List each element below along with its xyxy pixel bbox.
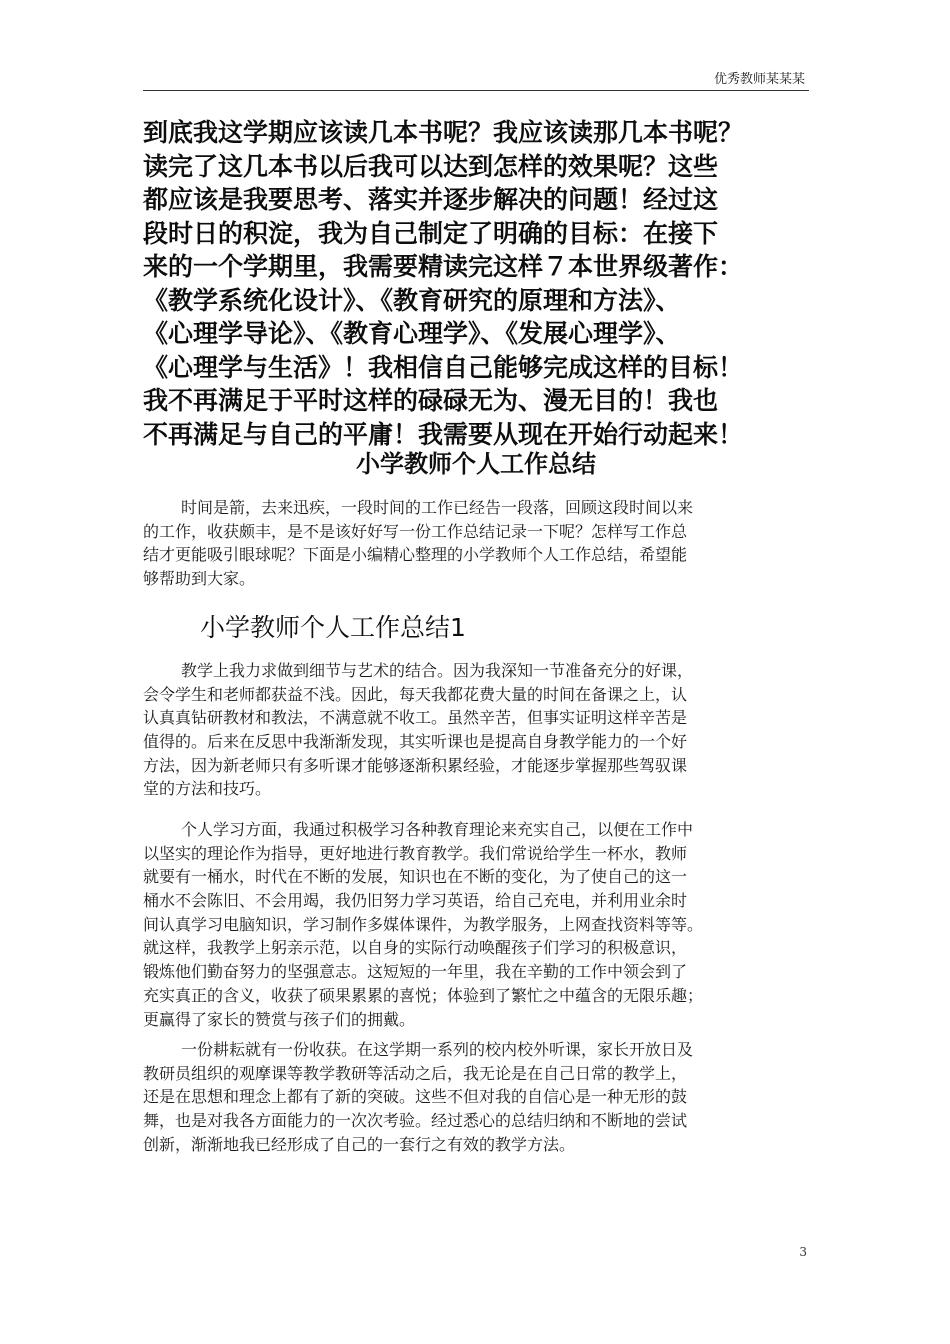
paragraph-line: 就这样，我教学上躬亲示范，以自身的实际行动唤醒孩子们学习的积极意识， <box>143 938 688 958</box>
paragraph-line: 时间是箭，去来迅疾，一段时间的工作已经告一段落，回顾这段时间以来 <box>181 498 694 517</box>
paragraph-line: 舞，也是对我各方面能力的一次次考验。经过悉心的总结归纳和不断地的尝试 <box>143 1111 688 1131</box>
bold-line: 《心理学导论》、《教育心理学》、《发展心理学》、 <box>143 319 681 348</box>
paragraph-line: 教学上我力求做到细节与艺术的结合。因为我深知一节准备充分的好课， <box>181 661 694 680</box>
bold-line: 《心理学与生活》！我相信自己能够完成这样的目标！ <box>143 352 744 382</box>
paragraph-line: 还是在思想和理念上都有了新的突破。这些不但对我的自信心是一种无形的鼓 <box>143 1087 688 1107</box>
paragraph-line: 值得的。后来在反思中我渐渐发现，其实听课也是提高自身教学能力的一个好 <box>143 732 688 752</box>
paragraph-line: 认真真钻研教材和教法，不满意就不收工。虽然辛苦，但事实证明这样辛苦是 <box>143 708 688 728</box>
bold-line: 不再满足与自己的平庸！我需要从现在开始行动起来！ <box>143 419 744 449</box>
paragraph-line: 一份耕耘就有一份收获。在这学期一系列的校内校外听课，家长开放日及 <box>181 1040 694 1059</box>
paragraph-line: 结才更能吸引眼球呢？下面是小编精心整理的小学教师个人工作总结，希望能 <box>143 545 688 565</box>
paragraph-line: 更赢得了家长的赞赏与孩子们的拥戴。 <box>143 1009 416 1029</box>
paragraph-line: 教研员组织的观摩课等教学教研等活动之后，我无论是在自己日常的教学上， <box>143 1063 688 1083</box>
paragraph-line: 充实真正的含义，收获了硕果累累的喜悦；体验到了繁忙之中蕴含的无限乐趣； <box>143 985 704 1005</box>
bold-line: 来的一个学期里，我需要精读完这样７本世界级著作： <box>143 252 744 281</box>
section-title: 小学教师个人工作总结 <box>356 450 596 478</box>
paragraph-line: 以坚实的理论作为指导，更好地进行教育教学。我们常说给学生一杯水，教师 <box>143 843 688 863</box>
paragraph-line: 够帮助到大家。 <box>143 569 256 589</box>
paragraph-line: 锻炼他们勤奋努力的坚强意志。这短短的一年里，我在辛勤的工作中领会到了 <box>143 962 688 982</box>
header-text: 优秀教师某某某 <box>713 72 805 87</box>
paragraph-1 <box>143 659 809 801</box>
intro-paragraph <box>143 496 809 591</box>
bold-line: 到底我这学期应该读几本书呢？我应该读那几本书呢？ <box>143 118 744 147</box>
paragraph-line: 间认真学习电脑知识，学习制作多媒体课件，为教学服务，上网查找资料等等。 <box>143 914 704 934</box>
paragraph-3 <box>143 1038 809 1156</box>
paragraph-line: 创新，渐渐地我已经形成了自己的一套行之有效的教学方法。 <box>143 1134 576 1154</box>
page-number: 3 <box>799 1245 807 1259</box>
page-header <box>143 68 809 91</box>
paragraph-line: 会令学生和老师都获益不浅。因此，每天我都花费大量的时间在备课之上，认 <box>143 684 688 704</box>
paragraph-line: 方法，因为新老师只有多听课才能够逐渐积累经验，才能逐步掌握那些驾驭课 <box>143 755 688 775</box>
subsection-title: 小学教师个人工作总结1 <box>200 613 466 642</box>
bold-line: 《教学系统化设计》、《教育研究的原理和方法》、 <box>143 285 681 315</box>
paragraph-line: 就要有一桶水，时代在不断的发展，知识也在不断的变化，为了使自己的这一 <box>143 867 688 887</box>
intro-bold-text <box>143 116 823 451</box>
bold-line: 我不再满足于平时这样的碌碌无为、漫无目的！我也 <box>143 386 719 415</box>
paragraph-line: 堂的方法和技巧。 <box>143 779 272 799</box>
paragraph-line: 的工作，收获颇丰，是不是该好好写一份工作总结记录一下呢？怎样写工作总 <box>143 521 688 541</box>
bold-line: 读完了这几本书以后我可以达到怎样的效果呢？这些 <box>143 151 719 181</box>
paragraph-line: 个人学习方面，我通过积极学习各种教育理论来充实自己，以便在工作中 <box>181 820 694 839</box>
paragraph-2 <box>143 818 809 1031</box>
bold-line: 段时日的积淀，我为自己制定了明确的目标：在接下 <box>143 218 719 248</box>
paragraph-line: 桶水不会陈旧、不会用竭，我仍旧努力学习英语，给自己充电，并利用业余时 <box>143 891 688 911</box>
bold-line: 都应该是我要思考、落实并逐步解决的问题！经过这 <box>143 185 719 214</box>
